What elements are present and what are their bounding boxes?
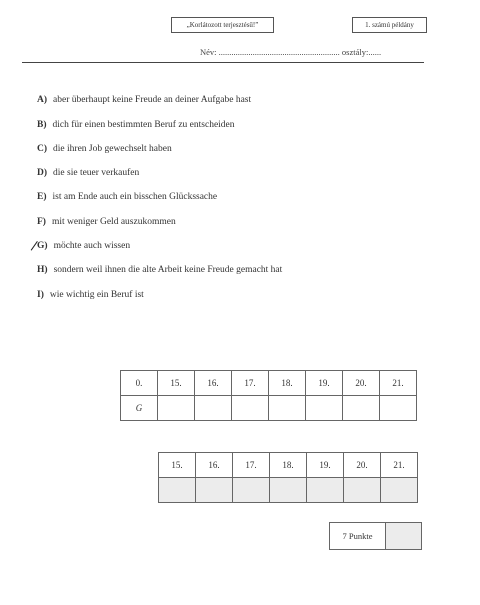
option-letter: I) (37, 290, 44, 300)
option-letter: E) (37, 192, 47, 202)
option-f (37, 217, 176, 227)
header-cell: 20. (344, 453, 381, 478)
score-cell[interactable] (233, 478, 270, 503)
option-text: dich für einen bestimmten Beruf zu entscheiden (52, 120, 235, 130)
option-e (37, 192, 217, 202)
option-letter-crossed: G) (37, 241, 48, 251)
example-answer-cell: G (121, 396, 158, 421)
score-cell[interactable] (159, 478, 196, 503)
answer-cell[interactable] (306, 396, 343, 421)
header-cell: 0. (121, 371, 158, 396)
header-cell: 15. (158, 371, 195, 396)
option-letter: D) (37, 168, 48, 178)
option-text: aber überhaupt keine Freude an deiner Aufgabe hast (53, 95, 252, 105)
points-value-cell[interactable] (386, 523, 422, 550)
option-letter: B) (37, 120, 47, 130)
header-cell: 18. (270, 453, 307, 478)
option-b (37, 120, 235, 130)
restricted-distribution-box: „Korlátozott terjesztésű!” (171, 17, 274, 33)
answer-cell[interactable] (343, 396, 380, 421)
scoring-table (158, 452, 418, 503)
header-cell: 20. (343, 371, 380, 396)
header-cell: 16. (196, 453, 233, 478)
option-d (37, 168, 139, 178)
scoring-table-header-row (159, 453, 418, 478)
header-cell: 21. (381, 453, 418, 478)
option-letter: C) (37, 144, 48, 154)
copy-number-box: 1. számú példány (352, 17, 427, 33)
score-cell[interactable] (196, 478, 233, 503)
points-label: 7 Punkte (330, 523, 386, 550)
points-row (330, 523, 422, 550)
scoring-table-score-row (159, 478, 418, 503)
answer-table-answer-row (121, 396, 417, 421)
score-cell[interactable] (270, 478, 307, 503)
option-g (37, 241, 130, 251)
name-class-line: Név: ......................................................... osztály:...... (200, 47, 382, 57)
score-cell[interactable] (307, 478, 344, 503)
option-text: möchte auch wissen (53, 241, 131, 251)
answer-table (120, 370, 417, 421)
option-text: wie wichtig ein Beruf ist (49, 290, 144, 300)
answer-cell[interactable] (232, 396, 269, 421)
header-divider (22, 62, 424, 63)
header-cell: 15. (159, 453, 196, 478)
option-h (37, 265, 282, 275)
option-letter: A) (37, 95, 48, 105)
option-text: ist am Ende auch ein bisschen Glückssache (52, 192, 218, 202)
option-text: die sie teuer verkaufen (53, 168, 140, 178)
header-cell: 19. (306, 371, 343, 396)
answer-cell[interactable] (158, 396, 195, 421)
header-cell: 17. (233, 453, 270, 478)
option-text: mit weniger Geld auszukommen (51, 217, 176, 227)
option-text: sondern weil ihnen die alte Arbeit keine Freude gemacht hat (53, 265, 283, 275)
header-cell: 16. (195, 371, 232, 396)
score-cell[interactable] (381, 478, 418, 503)
answer-table-header-row (121, 371, 417, 396)
option-letter: F) (37, 217, 46, 227)
header-cell: 18. (269, 371, 306, 396)
header-cell: 21. (380, 371, 417, 396)
option-text: die ihren Job gewechselt haben (53, 144, 172, 154)
option-i (37, 290, 144, 300)
answer-cell[interactable] (380, 396, 417, 421)
points-box (329, 522, 422, 550)
score-cell[interactable] (344, 478, 381, 503)
option-a (37, 95, 251, 105)
answer-cell[interactable] (195, 396, 232, 421)
option-letter: H) (37, 265, 48, 275)
option-c (37, 144, 172, 154)
header-cell: 17. (232, 371, 269, 396)
header-cell: 19. (307, 453, 344, 478)
answer-cell[interactable] (269, 396, 306, 421)
